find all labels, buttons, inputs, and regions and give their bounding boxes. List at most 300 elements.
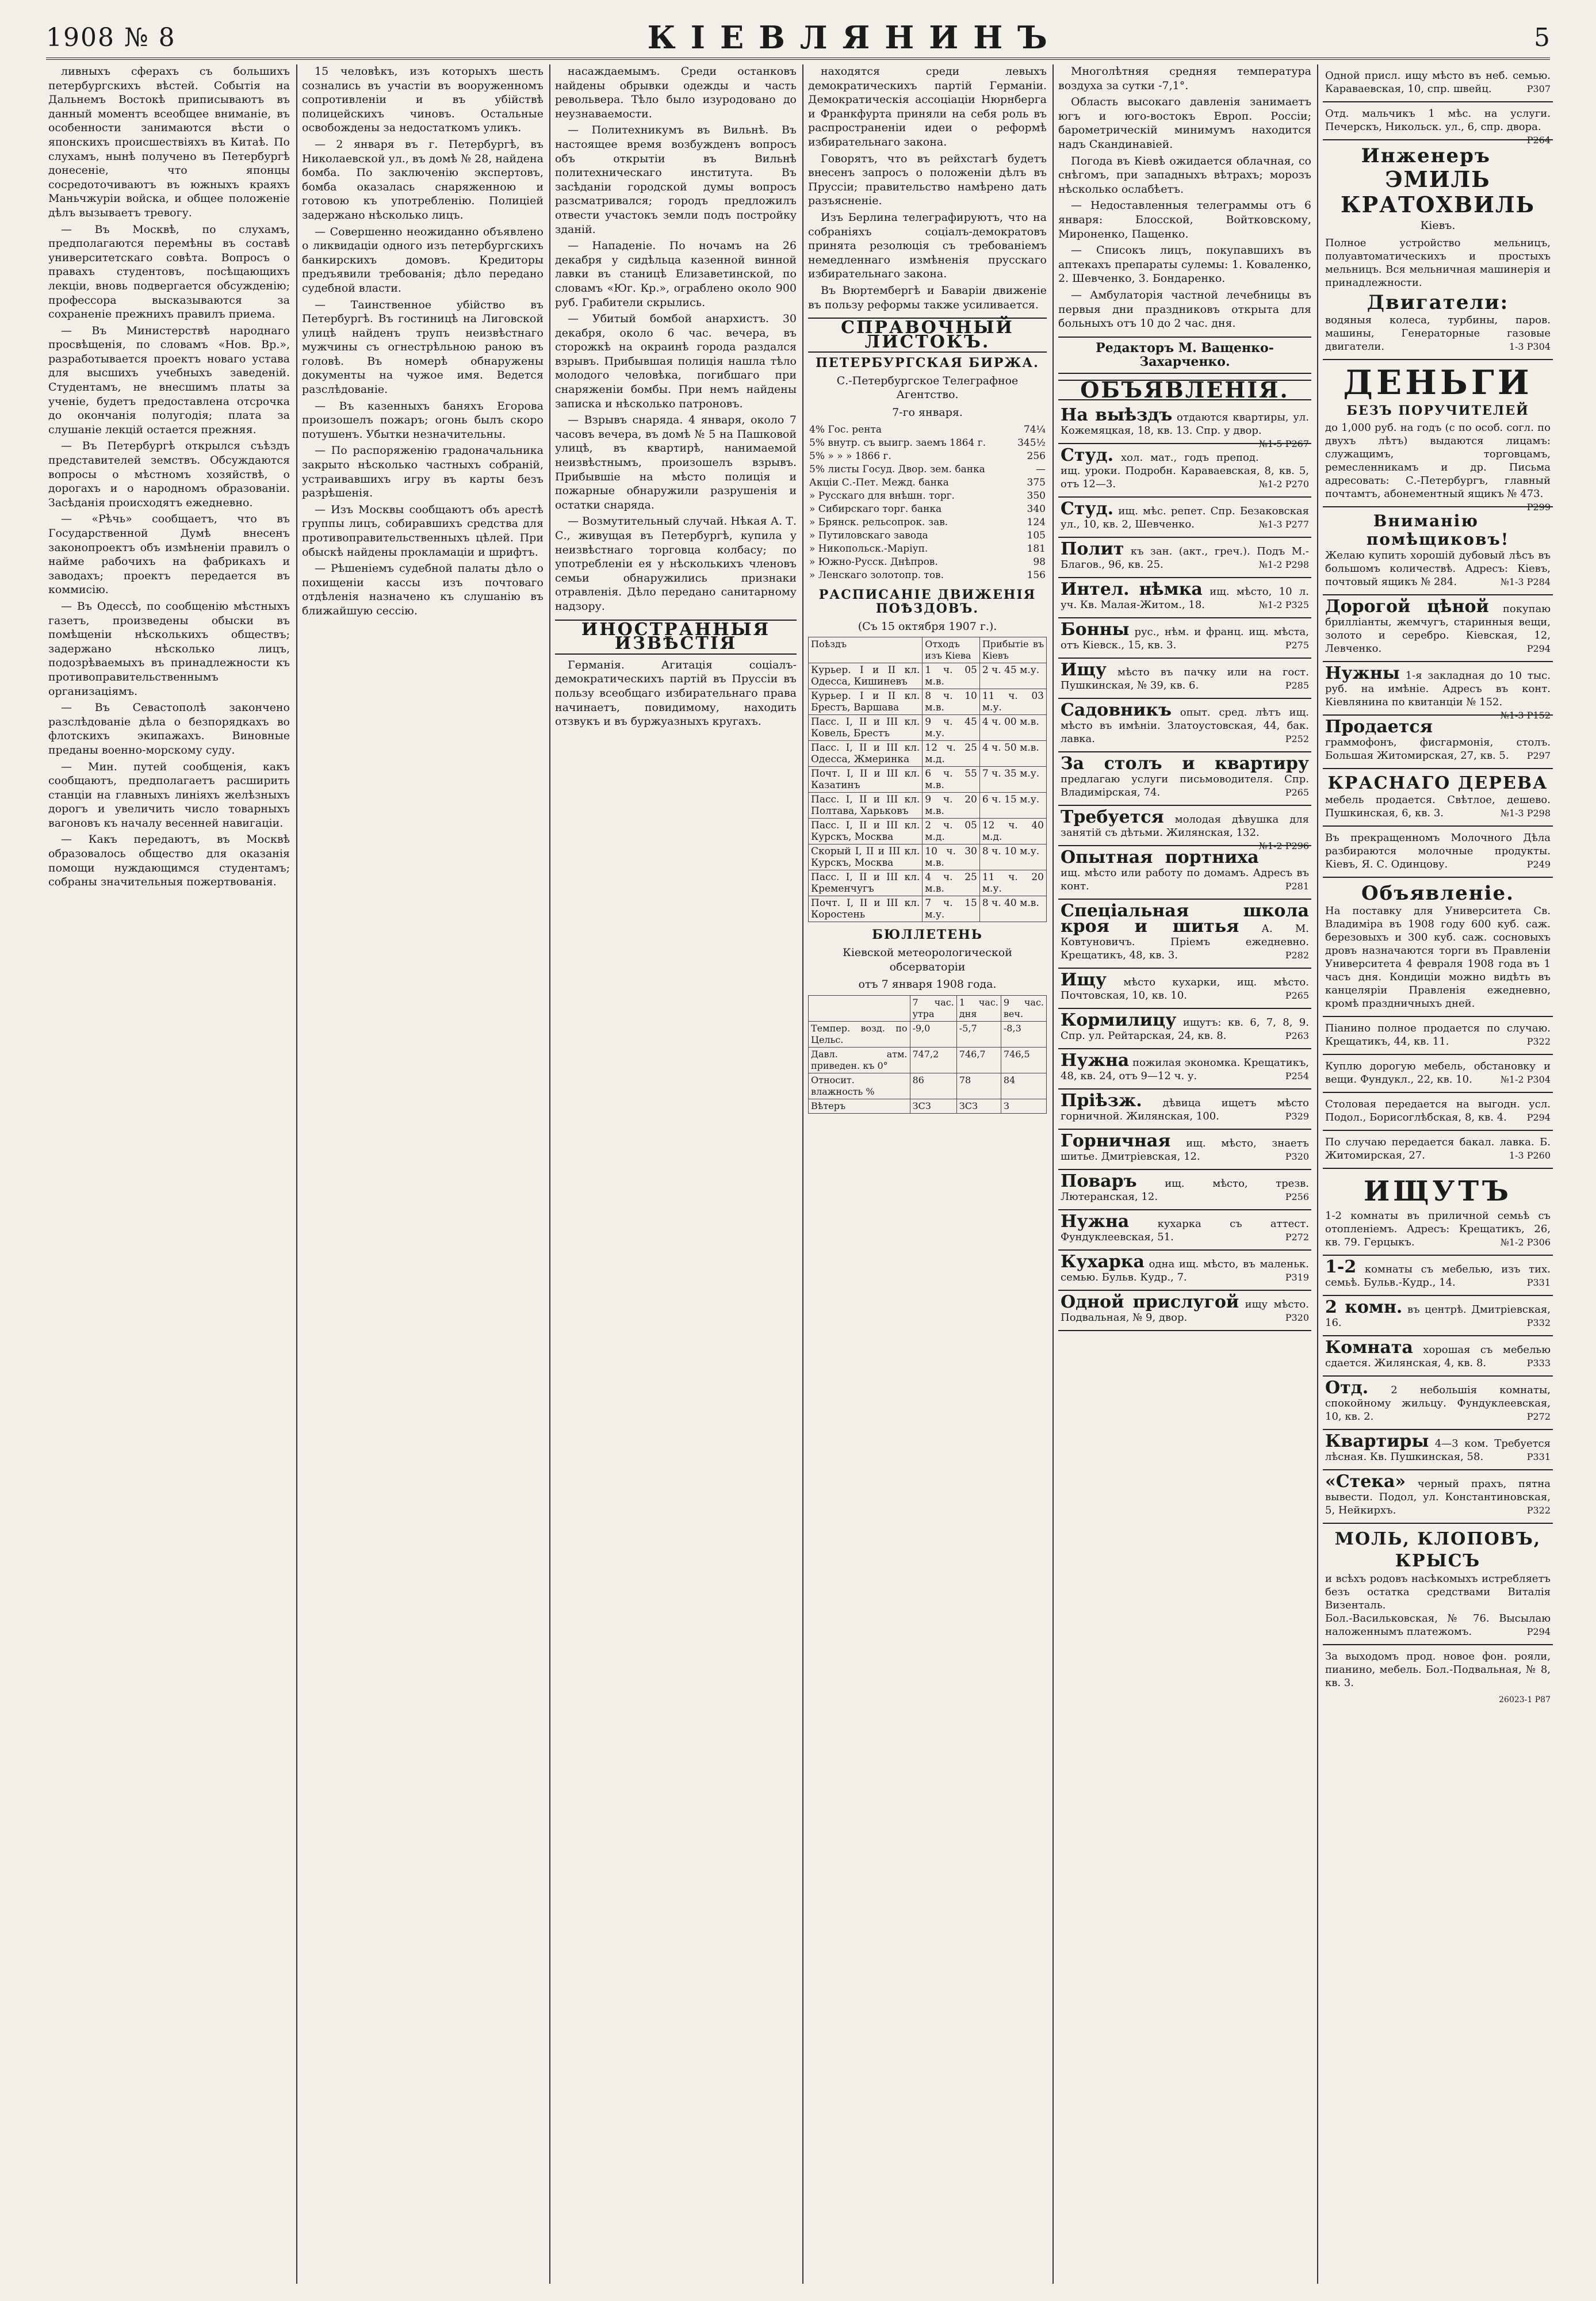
engineer-heading: Инженеръ — [1361, 144, 1491, 167]
news-paragraph: — Рѣшеніемъ судебной палаты дѣло о похищеніи кассы изъ почтоваго отдѣленія назначено къ слушанію въ ближайшую сессію. — [302, 562, 544, 617]
ad-body — [1061, 1252, 1309, 1284]
ad-ref: Р265 — [1285, 990, 1309, 1002]
ad-ref: 1-3 Р304 — [1509, 341, 1551, 352]
weather-paragraph: — Недоставленныя телеграммы отъ 6 января: Блосской, Войтковскому, Мироненко, Пащенко. — [1058, 199, 1311, 240]
ad-lead: Кухарка — [1061, 1252, 1145, 1272]
rooms-ads-list — [1323, 1256, 1553, 1524]
ad-ref: №1-2 Р325 — [1258, 599, 1309, 611]
ad-ref: №1-3 Р284 — [1500, 576, 1551, 588]
wood-heading: КРАСНАГО ДЕРЕВА — [1327, 773, 1548, 794]
security-price: 74¼ — [1023, 423, 1046, 435]
schedule-row — [809, 870, 1047, 896]
classified-ad — [1323, 595, 1553, 662]
schedule-row — [809, 741, 1047, 767]
ad-body — [1325, 1378, 1551, 1423]
ad-body — [1061, 754, 1309, 799]
security-name: » Русскаго для внѣшн. торг. — [809, 490, 955, 502]
bulletin-value: 746,7 — [956, 1047, 1001, 1073]
classified-ad — [1058, 806, 1311, 852]
editor-line: Редакторъ М. Ващенко-Захарченко. — [1058, 337, 1311, 374]
ad-text: Въ прекращенномъ Молочного Дѣла разбираются молочные продукты. Кіевъ, Я. С. Одинцову. — [1325, 832, 1551, 871]
ad-body — [1061, 405, 1309, 450]
bulletin-value: З — [1001, 1099, 1046, 1113]
classified-ad — [1323, 716, 1553, 769]
announcement-heading: Объявленіе. — [1361, 882, 1514, 905]
train-name: Почт. I, II и III кл. Казатинъ — [809, 767, 923, 793]
departure-time: 12 ч. 25 м.д. — [923, 741, 980, 767]
classified-ad — [1323, 1430, 1553, 1470]
classified-ad — [1058, 846, 1311, 900]
ad-body — [1325, 1257, 1551, 1289]
ad-ref: Р333 — [1526, 1358, 1551, 1369]
ad-text: Отд. мальчикъ 1 мѣс. на услуги. Печерскъ, Никольск. ул., 6, спр. двора. — [1325, 108, 1551, 133]
ad-text: молодая дѣвушка для занятій съ дѣтьми. Жилянская, 132. — [1061, 813, 1309, 839]
ad-ref: Р299 — [1526, 502, 1551, 513]
exchange-row — [808, 529, 1047, 542]
exchange-heading: ПЕТЕРБУРГСКАЯ БИРЖА. — [816, 356, 1039, 371]
classified-ad — [1323, 1093, 1553, 1131]
bulletin-subheading: Кіевской метеорологической обсерваторіи — [843, 946, 1012, 973]
news-paragraph: — Изъ Москвы сообщаютъ объ арестѣ группы лицъ, собиравшихъ средства для противоправительственныхъ цѣлей. При обыскѣ найдены прокламаціи и шрифтъ. — [302, 503, 544, 559]
ad-lead: Спеціальная школа кроя и шитья — [1061, 901, 1309, 937]
train-name: Пасс. I, II и III кл. Кременчугъ — [809, 870, 923, 896]
ad-text: За выходомъ прод. новое фон. рояли, пианино, мебель. Бол.-Подвальная, № 8, кв. 3. — [1325, 1650, 1551, 1690]
ad-ref: Р265 — [1285, 787, 1309, 798]
ad-ref: Р294 — [1526, 643, 1551, 655]
foreign-news-heading: ИНОСТРАННЫЯ ИЗВѢСТІЯ — [555, 620, 797, 655]
departure-time: 9 ч. 45 м.у. — [923, 715, 980, 741]
schedule-header: Отходъ изъ Кіева — [923, 637, 980, 663]
money-heading: ДЕНЬГИ — [1343, 362, 1533, 402]
security-name: 5% » » » 1866 г. — [809, 450, 891, 462]
security-name: » Путиловскаго завода — [809, 529, 928, 541]
classified-ad — [1323, 1296, 1553, 1336]
ad-text: черный прахъ, пятна вывести. Подол, ул. Константиновская, 5, Нейкирхъ. — [1325, 1478, 1551, 1517]
news-column-3 — [555, 64, 797, 2284]
ad-ref: Р294 — [1526, 1112, 1551, 1123]
security-price: 256 — [1027, 450, 1046, 462]
classified-ad — [1323, 1017, 1553, 1055]
ad-text: мѣсто кухарки, ищ. мѣсто. Почтовская, 10, кв. 10. — [1061, 976, 1309, 1002]
ad-ref: Р275 — [1285, 640, 1309, 651]
exchange-row — [808, 516, 1047, 529]
arrival-time: 4 ч. 50 м.в. — [979, 741, 1046, 767]
engineer-name: ЭМИЛЬ КРАТОХВИЛЬ — [1341, 166, 1535, 217]
masthead — [46, 17, 1550, 60]
ad-text: ищутъ: кв. 6, 7, 8, 9. Спр. ул. Рейтарская, 24, кв. 8. — [1061, 1016, 1309, 1042]
train-name: Пасс. I, II и III кл. Ковель, Брестъ — [809, 715, 923, 741]
ad-lead: Пріѣзж. — [1061, 1091, 1142, 1111]
ad-ref: Р285 — [1285, 680, 1309, 691]
news-paragraph: — Въ Петербургѣ открылся съѣздъ представителей земствъ. Обсуждаются вопросы о мѣстномъ хозяйствѣ, о дорогахъ и о народномъ образованіи. Засѣданія происходятъ ежедневно. — [48, 439, 290, 509]
reference-column — [808, 64, 1047, 2284]
ad-lead: Опытная портниха — [1061, 847, 1259, 868]
classified-ad — [1323, 1645, 1553, 1713]
train-name: Почт. I, II и III кл. Коростень — [809, 896, 923, 922]
ad-text: Піанино полное продается по случаю. Крещатикъ, 44, кв. 11. — [1325, 1022, 1551, 1048]
ad-body — [1061, 847, 1309, 893]
classified-ad — [1058, 1090, 1311, 1130]
ad-text: ищ. мѣс. репет. Спр. Безаковская ул., 10, кв. 2, Шевченко. — [1061, 505, 1309, 531]
weather-paragraph: — Списокъ лицъ, покупавшихъ въ аптекахъ препараты сулемы: 1. Коваленко, 2. Шевченко, 3. Бондаренко. — [1058, 244, 1311, 285]
ad-body — [1061, 1050, 1309, 1083]
ad-text: комнаты съ мебелью, изъ тих. семьѣ. Бульв.-Кудр., 14. — [1325, 1263, 1551, 1289]
landowners-text: Желаю купить хорошій дубовый лѣсъ въ большомъ количествѣ. Адресъ: Кіевъ, почтовый ящикъ № 284. — [1325, 549, 1551, 588]
weather-bulletin-table — [808, 995, 1047, 1114]
news-paragraph: — Совершенно неожиданно объявлено о ликвидаціи одного изъ петербургскихъ банкирскихъ домовъ. Кредиторы предъявили требованія; дѣло передано судебной власти. — [302, 225, 544, 295]
bulletin-value: -5,7 — [956, 1021, 1001, 1047]
departure-time: 9 ч. 20 м.в. — [923, 793, 980, 819]
classified-ad — [1058, 538, 1311, 578]
bulletin-label: Давл. атм. приведен. къ 0° — [809, 1047, 910, 1073]
ad-lead: Комната — [1325, 1337, 1413, 1358]
classified-ad — [1323, 102, 1553, 146]
news-paragraph: — Возмутительный случай. Нѣкая А. Т. С., живущая въ Петербургѣ, купила у неизвѣстнаго торговца колбасу; по употребленіи ея у нѣсколькихъ членовъ семьи обнаружились признаки отравленія. Дѣло передано санитарному надзору. — [555, 515, 797, 613]
ad-ref: Р297 — [1526, 750, 1551, 762]
ad-body — [1061, 1131, 1309, 1163]
schedule-header: Поѣздъ — [809, 637, 923, 663]
security-name: » Никопольск.-Маріуп. — [809, 542, 928, 555]
security-price: 345½ — [1017, 437, 1046, 449]
ad-body — [1061, 1171, 1309, 1203]
ad-ref: №1-2 Р306 — [1500, 1237, 1551, 1248]
ad-ref: Р332 — [1526, 1317, 1551, 1329]
column-rule — [549, 64, 550, 2284]
news-paragraph: — 2 января въ г. Петербургѣ, въ Николаевской ул., въ домѣ № 28, найдена бомба. По заключенію экспертовъ, бомба оказалась снаряженною и готовою къ употребленію. Полиціей задержано нѣсколько лицъ. — [302, 137, 544, 221]
ad-body — [1061, 1292, 1309, 1324]
classified-ad — [1058, 969, 1311, 1009]
weather-paragraph: — Амбулаторія частной лечебницы въ первыя дни праздниковъ открыта для больныхъ отъ 10 до 2 час. дня. — [1058, 288, 1311, 330]
print-stamp: 26023-1 Р87 — [1499, 1695, 1551, 1705]
bulletin-label: Темпер. возд. по Цельс. — [809, 1021, 910, 1047]
news-paragraph: — Какъ передаютъ, въ Москвѣ образовалось общество для оказанія помощи нуждающимся студентамъ; собраны значительныя пожертвованія. — [48, 833, 290, 889]
classified-ad — [1323, 1055, 1553, 1093]
newspaper-title: КІЕВЛЯНИНЪ — [647, 19, 1062, 56]
arrival-time: 12 ч. 40 м.д. — [979, 819, 1046, 844]
ad-lead: Требуется — [1061, 807, 1164, 828]
security-price: 340 — [1027, 503, 1046, 515]
ad-body — [1061, 970, 1309, 1002]
classified-ad — [1058, 900, 1311, 969]
ad-lead: Студ. — [1061, 445, 1114, 466]
security-price: — — [1036, 463, 1046, 475]
ad-ref: Р256 — [1285, 1191, 1309, 1203]
ad-text: пожилая экономка. Крещатикъ, 48, кв. 24, отъ 9—12 ч. у. — [1061, 1057, 1309, 1083]
train-name: Курьер. I и II кл. Брестъ, Варшава — [809, 689, 923, 715]
ad-ref: 1-3 Р260 — [1509, 1150, 1551, 1161]
ad-ref: Р322 — [1526, 1036, 1551, 1048]
ad-body — [1061, 1010, 1309, 1042]
security-name: » Брянск. рельсопрок. зав. — [809, 516, 948, 528]
ad-text: мебель продается. Свѣтлое, дешево. Пушкинская, 6, кв. 3. — [1325, 794, 1551, 820]
exchange-row — [808, 503, 1047, 516]
engineer-ad — [1323, 140, 1553, 360]
schedule-row — [809, 689, 1047, 715]
bulletin-value: -8,3 — [1001, 1021, 1046, 1047]
ad-ref: Р254 — [1285, 1071, 1309, 1082]
bulletin-row — [809, 1047, 1047, 1073]
bulletin-value: 86 — [910, 1073, 956, 1099]
exchange-date: 7-го января. — [892, 406, 963, 419]
exchange-row — [808, 450, 1047, 463]
ad-text: мѣсто въ пачку или на гост. Пушкинская, № 39, кв. 6. — [1061, 666, 1309, 692]
schedule-row — [809, 715, 1047, 741]
money-subheading: БЕЗЪ ПОРУЧИТЕЛЕЙ — [1346, 403, 1529, 418]
news-paragraph: 15 человѣкъ, изъ которыхъ шесть сознались въ участіи въ вооруженномъ сопротивленіи и въ убійствѣ полицейскихъ чиновъ. Остальные освобождены за недостаткомъ уликъ. — [302, 65, 544, 135]
ad-body — [1325, 1297, 1551, 1329]
ad-ref: Р272 — [1285, 1232, 1309, 1243]
ad-lead: Ищу — [1061, 970, 1107, 991]
classified-ad — [1323, 662, 1553, 721]
classified-ad — [1058, 1251, 1311, 1291]
news-paragraph: Говорятъ, что въ рейхстагѣ будетъ внесенъ запросъ о положеніи дѣлъ въ Пруссіи; правительство намѣрено дать разъясненіе. — [808, 152, 1047, 208]
ad-ref: Р282 — [1285, 950, 1309, 961]
ad-ref: Р264 — [1526, 135, 1551, 146]
ad-body — [1061, 1091, 1309, 1123]
ad-body — [1061, 620, 1309, 652]
weather-paragraph: Область высокаго давленія занимаетъ югъ и юго-востокъ Европ. Россіи; барометрическій минимумъ находится надъ Скандинавіей. — [1058, 95, 1311, 151]
schedule-row — [809, 663, 1047, 689]
ad-body — [1061, 1211, 1309, 1244]
bulletin-row — [809, 1021, 1047, 1047]
ad-ref: №1-2 Р298 — [1258, 559, 1309, 571]
bulletin-row — [809, 1099, 1047, 1113]
ad-ref: №1-2 Р304 — [1500, 1074, 1551, 1085]
ad-text: Одной присл. ищу мѣсто въ неб. семью. Караваевская, 10, спр. швейц. — [1325, 70, 1551, 95]
ad-ref: Р320 — [1285, 1312, 1309, 1324]
bulletin-value: 746,5 — [1001, 1047, 1046, 1073]
ad-ref: Р322 — [1526, 1505, 1551, 1516]
ad-text: предлагаю услуги письмоводителя. Спр. Владимірская, 74. — [1061, 773, 1309, 799]
ad-lead: Ищу — [1061, 660, 1107, 681]
news-paragraph: — Въ казенныхъ баняхъ Егорова произошелъ пожаръ; огонь былъ скоро потушенъ. Убытки незначительны. — [302, 399, 544, 441]
classified-ad — [1323, 1256, 1553, 1296]
ad-body — [1061, 499, 1309, 531]
news-paragraph: насаждаемымъ. Среди останковъ найдены обрывки одежды и часть револьвера. Тѣло было изуродовано до неузнаваемости. — [555, 65, 797, 120]
ad-lead: Нужна — [1061, 1050, 1130, 1071]
ad-text: отдаются квартиры, ул. Кожемяцкая, 18, кв. 13. Спр. у двор. — [1061, 411, 1309, 437]
security-price: 350 — [1027, 490, 1046, 502]
ad-text: хорошая съ мебелью сдается. Жилянская, 4, кв. 8. — [1325, 1344, 1551, 1370]
train-name: Пасс. I, II и III кл. Полтава, Харьковъ — [809, 793, 923, 819]
exchange-row — [808, 490, 1047, 503]
news-column-1 — [48, 64, 290, 2284]
classified-ad — [1323, 827, 1553, 878]
schedule-header: Прибытіе въ Кіевъ — [979, 637, 1046, 663]
ad-text: кухарка съ аттест. Фундуклеевская, 51. — [1061, 1218, 1309, 1244]
ad-body — [1061, 700, 1309, 746]
weather-paragraph: Погода въ Кіевѣ ожидается облачная, со снѣгомъ, при западныхъ вѣтрахъ; морозъ нѣсколько ослабѣетъ. — [1058, 154, 1311, 196]
money-ad — [1323, 360, 1553, 513]
ad-ref: Р320 — [1285, 1151, 1309, 1163]
departure-time: 4 ч. 25 м.в. — [923, 870, 980, 896]
ad-ref: №1-3 Р277 — [1258, 519, 1309, 530]
schedule-row — [809, 767, 1047, 793]
classified-ad — [1323, 1336, 1553, 1377]
ad-lead: За столъ и квартиру — [1061, 754, 1309, 774]
exchange-row — [808, 569, 1047, 582]
arrival-time: 11 ч. 03 м.у. — [979, 689, 1046, 715]
exchange-row — [808, 423, 1047, 437]
ad-ref: Р249 — [1526, 859, 1551, 870]
arrival-time: 7 ч. 35 м.у. — [979, 767, 1046, 793]
bulletin-header-row — [809, 995, 1047, 1021]
ad-text: 1-2 комнаты въ приличной семьѣ съ отопленіемъ. Адресъ: Крещатикъ, 26, кв. 79. Герцыкъ. — [1325, 1210, 1551, 1249]
bulletin-header: 1 час. дня — [956, 995, 1001, 1021]
ad-lead: Нужны — [1325, 663, 1400, 684]
ad-text: опыт. сред. лѣтъ ищ. мѣсто въ имѣніи. Златоустовская, 44, бак. лавка. — [1061, 706, 1309, 746]
bulletin-heading: БЮЛЛЕТЕНЬ — [872, 927, 983, 943]
ad-ref: №1-3 Р298 — [1500, 808, 1551, 819]
ad-text: ищ. мѣсто, трезв. Лютеранская, 12. — [1061, 1178, 1309, 1203]
security-name: » Ленскаго золотопр. тов. — [809, 569, 944, 581]
ad-text: ищ. мѣсто или работу по домамъ. Адресъ въ конт. — [1061, 867, 1309, 893]
exchange-row — [808, 437, 1047, 450]
ad-body — [1325, 1471, 1551, 1517]
ad-text: ищу мѣсто. Подвальная, № 9, двор. — [1061, 1298, 1309, 1324]
departure-time: 2 ч. 05 м.д. — [923, 819, 980, 844]
ad-body — [1061, 445, 1309, 491]
pest-text: и всѣхъ родовъ насѣкомыхъ истребляетъ безъ остатка средствами Виталія Визенталь. — [1325, 1573, 1551, 1612]
arrival-time: 6 ч. 15 м.у. — [979, 793, 1046, 819]
classified-ad — [1058, 498, 1311, 538]
ad-lead: Одной прислугой — [1061, 1292, 1239, 1313]
security-price: 156 — [1027, 569, 1046, 581]
bulletin-row — [809, 1073, 1047, 1099]
ad-lead: Квартиры — [1325, 1431, 1429, 1452]
exchange-row — [808, 463, 1047, 476]
train-name: Пасс. I, II и III кл. Курскъ, Москва — [809, 819, 923, 844]
departure-time: 8 ч. 10 м.в. — [923, 689, 980, 715]
ad-ref: №1-2 Р296 — [1258, 840, 1309, 852]
ad-text: Куплю дорогую мебель, обстановку и вещи. Фундукл., 22, кв. 10. — [1325, 1060, 1551, 1086]
departure-time: 1 ч. 05 м.в. — [923, 663, 980, 689]
classified-ad — [1323, 1377, 1553, 1430]
ad-text: одна ищ. мѣсто, въ маленьк. семью. Бульв. Кудр., 7. — [1061, 1258, 1309, 1284]
security-name: 5% внутр. съ выигр. заемъ 1864 г. — [809, 437, 986, 449]
ad-text: хол. мат., годъ препод. ищ. уроки. Подробн. Караваевская, 8, кв. 5, отъ 12—3. — [1061, 452, 1309, 491]
ad-text: дѣвица ищетъ мѣсто горничной. Жилянская, 100. — [1061, 1097, 1309, 1123]
news-paragraph: — Нападеніе. По ночамъ на 26 декабря у сидѣльца казенной винной лавки въ станицѣ Елизаветинской, по словамъ «Юг. Кр.», ограблено около 900 руб. Грабители скрылись. — [555, 239, 797, 309]
classified-ad — [1058, 659, 1311, 699]
ad-lead: 1-2 — [1325, 1257, 1357, 1278]
exchange-row — [808, 556, 1047, 569]
security-price: 375 — [1027, 476, 1046, 488]
schedule-row — [809, 793, 1047, 819]
departure-time: 6 ч. 55 м.в. — [923, 767, 980, 793]
ad-lead: Садовникъ — [1061, 700, 1172, 721]
security-price: 181 — [1027, 542, 1046, 555]
motors-heading: Двигатели: — [1367, 291, 1509, 314]
exchange-table — [808, 423, 1047, 582]
arrival-time: 8 ч. 40 м.в. — [979, 896, 1046, 922]
ad-body — [1325, 1431, 1551, 1463]
ad-ref: Р331 — [1526, 1451, 1551, 1463]
security-name: Акціи С.-Пет. Межд. банка — [809, 476, 949, 488]
seeking-heading: ИЩУТЪ — [1364, 1175, 1512, 1208]
bulletin-value: 84 — [1001, 1073, 1046, 1099]
bulletin-label: Вѣтеръ — [809, 1099, 910, 1113]
pest-address: Бол.-Васильковская, № 76. Высылаю наложеннымъ платежомъ. — [1325, 1612, 1551, 1638]
ads-heading: ОБЪЯВЛЕНІЯ. — [1058, 380, 1311, 401]
university-announcement — [1323, 878, 1553, 1017]
pest-heading: МОЛЬ, КЛОПОВЪ, КРЫСЪ — [1334, 1529, 1541, 1572]
weather-paragraph: Многолѣтняя средняя температура воздуха за сутки -7,1°. — [1058, 65, 1311, 92]
ad-lead: Дорогой цѣной — [1325, 597, 1489, 617]
ad-ref: Р281 — [1285, 881, 1309, 892]
bulletin-label: Относит. влажность % — [809, 1073, 910, 1099]
ads-column-1 — [1058, 64, 1311, 2284]
ad-text: А. М. Ковтуновичъ. Пріемъ ежедневно. Крещатикъ, 48, кв. 3. — [1061, 923, 1309, 962]
ad-ref: Р307 — [1526, 83, 1551, 94]
ad-body — [1061, 901, 1309, 962]
ad-text: въ центрѣ. Дмитріевская, 16. — [1325, 1304, 1551, 1329]
security-price: 105 — [1027, 529, 1046, 541]
classified-ad — [1058, 1170, 1311, 1210]
train-name: Пасс. I, II и III кл. Одесса, Жмеринка — [809, 741, 923, 767]
bulletin-value: ЗСЗ — [956, 1099, 1001, 1113]
bulletin-value: ЗСЗ — [910, 1099, 956, 1113]
news-paragraph: — Политехникумъ въ Вильнѣ. Въ настоящее время возбужденъ вопросъ объ открытіи въ Вильнѣ политехническаго института. Въ засѣданіи городской думы вопросъ разсматривался; городъ предложилъ отвести участокъ земли подъ постройку зданій. — [555, 124, 797, 236]
announcement-text: На поставку для Университета Св. Владиміра въ 1908 году 600 куб. саж. березовыхъ и 300 куб. саж. сосновыхъ дровъ назначаются торги въ Правленіи Университета 4 февраля 1908 года въ 1 часъ дня. Кондиціи можно видѣть въ канцеляріи Правленія ежедневно, кромѣ праздничныхъ дней. — [1325, 905, 1551, 1010]
news-paragraph: — «Рѣчь» сообщаетъ, что въ Государственной Думѣ внесенъ законопроектъ объ измѣненіи правилъ о найме рабочихъ на фабрикахъ и заводахъ; проектъ передается въ коммисію. — [48, 513, 290, 597]
page-number: 5 — [1534, 22, 1550, 52]
ad-ref: №1-2 Р270 — [1258, 479, 1309, 490]
ad-ref: Р294 — [1526, 1626, 1551, 1638]
news-paragraph: — Убитый бомбой анархистъ. 30 декабря, около 6 час. вечера, въ сторожкѣ на окраинѣ города раздался взрывъ. Прибывшая полиція нашла тѣло молодого человѣка, погибшаго при снаряженіи бомбы. При немъ найдены записка и нѣсколько патроновъ. — [555, 312, 797, 410]
train-schedule-table — [808, 637, 1047, 922]
ad-lead: 2 комн. — [1325, 1297, 1403, 1318]
schedule-row — [809, 819, 1047, 844]
ad-body — [1061, 660, 1309, 692]
security-price: 98 — [1033, 556, 1046, 568]
ad-lead: На выѣздъ — [1061, 405, 1173, 426]
departure-time: 7 ч. 15 м.у. — [923, 896, 980, 922]
ad-ref: Р319 — [1285, 1272, 1309, 1283]
news-paragraph: находятся среди левыхъ демократическихъ партій Германіи. Демократическія ассоціаціи Нюрнберга и Франкфурта приняли на себя роль въ распространеніи идеи о реформѣ избирательнаго закона. — [808, 65, 1047, 148]
classified-ad — [1323, 64, 1553, 102]
ad-lead: Интел. нѣмка — [1061, 579, 1203, 600]
news-paragraph: — Въ Одессѣ, по сообщенію мѣстныхъ газетъ, произведены обыски въ помѣщеніи нѣсколькихъ обществъ; задержано нѣсколько лицъ, подозрѣваемыхъ въ принадлежности къ противоправительственнымъ организаціямъ. — [48, 599, 290, 698]
news-paragraph: — Въ Севастополѣ закончено разслѣдованіе дѣла о безпорядкахъ во флотскихъ экипажахъ. Виновные преданы военно-морскому суду. — [48, 701, 290, 756]
bulletin-header: 7 час. утра — [910, 995, 956, 1021]
news-paragraph: — Мин. путей сообщенія, какъ сообщаютъ, предполагаетъ расширить станціи на главныхъ линіяхъ желѣзныхъ дорогъ и увеличить число товарныхъ вагоновъ къ началу весенней навигаціи. — [48, 760, 290, 830]
column-rule — [1052, 64, 1054, 2284]
bulletin-header — [809, 995, 910, 1021]
news-paragraph: Въ Вюртембергѣ и Баваріи движеніе въ пользу реформы также усиливается. — [808, 284, 1047, 311]
landowners-ad — [1323, 507, 1553, 595]
classified-ads-list — [1058, 404, 1311, 1331]
ad-text: покупаю брилліанты, жемчугъ, старинныя вещи, золото и серебро. Кіевская, 12, Левченко. — [1325, 603, 1551, 655]
security-name: 5% листы Госуд. Двор. зем. банка — [809, 463, 985, 475]
ad-text: По случаю передается бакал. лавка. Б. Житомирская, 27. — [1325, 1136, 1551, 1162]
classified-ad — [1058, 752, 1311, 806]
news-paragraph: — По распоряженію градоначальника закрыто нѣсколько частныхъ собраній, устраивавшихъ игру въ карты безъ разрѣшенія. — [302, 444, 544, 500]
schedule-row — [809, 844, 1047, 870]
reference-heading: СПРАВОЧНЫЙ ЛИСТОКЪ. — [808, 318, 1047, 353]
ad-ref: Р331 — [1526, 1277, 1551, 1289]
ad-text: 4—3 ком. Требуется лѣсная. Кв. Пушкинская, 58. — [1325, 1438, 1551, 1463]
ad-lead: Отд. — [1325, 1378, 1369, 1398]
news-paragraph: Германія. Агитація соціалъ-демократическихъ партій въ Пруссіи въ пользу всеобщаго избирательнаго права начинаетъ, повидимому, находить отзвукъ и въ буржуазныхъ кругахъ. — [555, 658, 797, 728]
classified-ad — [1058, 444, 1311, 498]
arrival-time: 11 ч. 20 м.у. — [979, 870, 1046, 896]
classified-ad — [1058, 1130, 1311, 1170]
ad-ref: Р329 — [1285, 1111, 1309, 1122]
classified-ad — [1058, 1291, 1311, 1331]
arrival-time: 4 ч. 00 м.в. — [979, 715, 1046, 741]
news-paragraph: — Взрывъ снаряда. 4 января, около 7 часовъ вечера, въ домѣ № 5 на Пашковой улицѣ, въ квартирѣ, нанимаемой неизвѣстнымъ, произошелъ взрывъ. Прибывшіе на мѣсто полиція и пожарные обнаружили разрушенія и остатки снаряда. — [555, 414, 797, 511]
